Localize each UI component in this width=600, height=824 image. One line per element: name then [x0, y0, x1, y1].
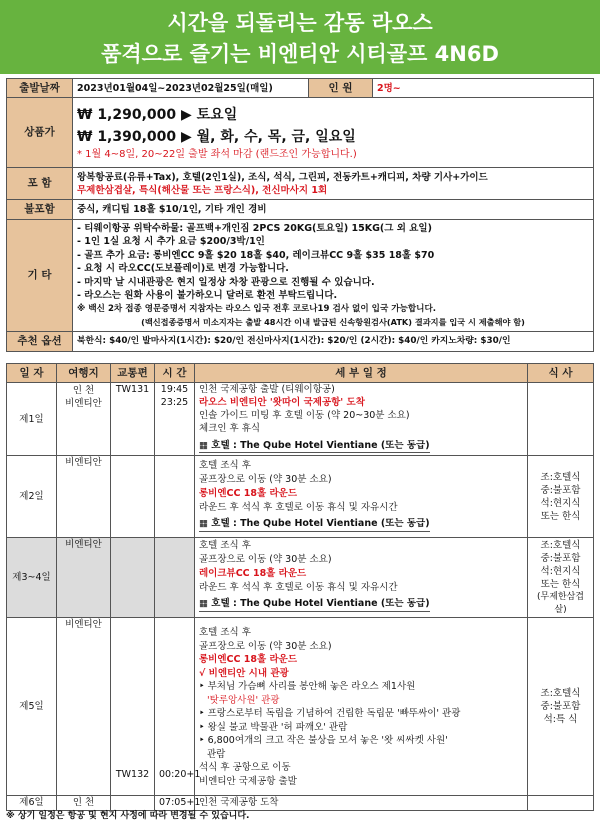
- include-line2: 무제한삼겹살, 특식(해산물 또는 프랑스식), 전신마사지 1회: [77, 184, 328, 196]
- detail-line: 골프장으로 이동 (약 30분 소요): [199, 640, 332, 652]
- detail-line: 골프장으로 이동 (약 30분 소요): [199, 554, 332, 565]
- hotel-info: ▦ 호텔 : The Qube Hotel Vientiane (또는 동급): [199, 440, 430, 451]
- banner-title-line2: 품격으로 즐기는 비엔티안 시티골프 4N6D: [101, 42, 499, 66]
- transport: TW132: [111, 618, 155, 796]
- etc-line: - 티웨이항공 위탁수하물: 골프백+개인짐 2PCS 20KG(토요일) 15KG(그 외 요일): [77, 222, 432, 234]
- detail-line: 라운드 후 석식 후 호텔로 이동 휴식 및 자유시간: [199, 502, 398, 513]
- col-header-transport: 교통편: [111, 364, 155, 383]
- meal: 중:불포함: [540, 701, 581, 712]
- meal: 또는 한식: [540, 510, 581, 522]
- info-table: [6, 78, 594, 352]
- option-label: 추천 옵션: [7, 332, 73, 352]
- time: 00:20+1: [155, 618, 195, 796]
- table-row: [7, 383, 594, 456]
- table-row: [7, 538, 594, 618]
- etc-label: 기 타: [7, 220, 73, 332]
- detail-line: 레이크뷰CC 18홀 라운드: [199, 568, 307, 579]
- day-label: 제6일: [7, 796, 57, 811]
- detail-line: 인천 국제공항 출발 (티웨이항공): [199, 384, 335, 395]
- detail-line: 호텔 조식 후: [199, 460, 251, 471]
- etc-line: - 1인 1실 요청 시 추가 요금 $200/3박/1인: [77, 236, 265, 247]
- place: 인 천: [57, 796, 111, 811]
- place: 비엔티안: [57, 538, 111, 618]
- detail-line: 호텔 조식 후: [199, 627, 251, 638]
- depart-value: 2023년01월04일~2023년02월25일(매일): [73, 79, 309, 98]
- pax-value: 2명~: [373, 79, 594, 98]
- meal: 중:불포함: [540, 552, 581, 564]
- col-header-time: 시 간: [155, 364, 195, 383]
- detail-line: '탓루앙사원' 관광: [207, 694, 280, 706]
- time: 23:25: [160, 397, 189, 408]
- pax-label: 인 원: [309, 79, 373, 98]
- detail-line: 롱비엔CC 18홀 라운드: [199, 488, 298, 499]
- etc-line: (백신접종증명서 미소지자는 출발 48시간 이내 발급된 신속항원검사(ATK) 결과지를 입국 시 제출해야 함): [141, 317, 525, 327]
- detail-line: ‣ 왕실 불교 박물관 '허 파깨오' 관람: [199, 721, 348, 733]
- col-header-details: 세 부 일 정: [195, 364, 528, 383]
- hotel-info: ▦ 호텔 : The Qube Hotel Vientiane (또는 동급): [199, 517, 430, 532]
- detail-line: 롱비엔CC 18홀 라운드: [199, 654, 298, 665]
- table-row: [7, 456, 594, 538]
- day-label: 제5일: [7, 618, 57, 796]
- place: 비엔티안: [57, 456, 111, 538]
- day-label: 제1일: [7, 383, 57, 456]
- detail-line: 인천 국제공항 도착: [195, 796, 528, 811]
- option-value: 북한식: $40/인 발마사지(1시간): $20/인 전신마사지(1시간): $20/인 (2시간): $40/인 카지노차량: $30/인: [73, 332, 594, 352]
- hotel-icon: ▦: [199, 598, 212, 609]
- col-header-day: 일 자: [7, 364, 57, 383]
- meal: 조:호텔식: [540, 471, 581, 483]
- exclude-label: 불포함: [7, 200, 73, 220]
- detail-line: ‣ 부처님 가슴뼈 사리를 봉안해 놓은 라오스 제1사원: [199, 681, 416, 692]
- transport: TW131: [111, 383, 155, 456]
- detail-line: 체크인 후 휴식: [199, 423, 261, 434]
- detail-line: 호텔 조식 후: [199, 540, 251, 551]
- banner-title-line1: 시간을 되돌리는 감동 라오스: [167, 11, 433, 35]
- table-row: [7, 618, 594, 796]
- etc-line: - 요청 시 라오CC(도보플레이)로 변경 가능합니다.: [77, 263, 289, 274]
- place: 비엔티안: [65, 398, 102, 409]
- price-label: 상품가: [7, 98, 73, 168]
- time: 19:45: [160, 384, 189, 395]
- title-banner: [0, 0, 600, 74]
- detail-line: 라운드 후 석식 후 호텔로 이동 휴식 및 자유시간: [199, 582, 398, 593]
- footer-note: ※ 상기 일정은 항공 및 현지 사정에 따라 변경될 수 있습니다.: [6, 811, 250, 821]
- hotel-icon: ▦: [199, 440, 212, 451]
- place: 인 천: [72, 385, 95, 396]
- include-line1: 왕복항공료(유류+Tax), 호텔(2인1실), 조식, 석식, 그린피, 전동카트+캐디피, 차량 기사+가이드: [77, 171, 488, 183]
- etc-line: - 골프 추가 요금: 롱비엔CC 9홀 $20 18홀 $40, 레이크뷰CC 9홀 $35 18홀 $70: [77, 249, 435, 261]
- schedule-table: [6, 363, 594, 811]
- meal: 석:현지식: [540, 565, 581, 577]
- meal: 조:호텔식: [540, 539, 581, 551]
- etc-line: ※ 백신 2차 접종 영문증명서 지참자는 라오스 입국 전후 코로나19 검사 없이 입국 가능합니다.: [77, 303, 437, 314]
- detail-line: 석식 후 공항으로 이동: [199, 762, 291, 773]
- detail-line: √ 비엔티안 시내 관광: [199, 667, 289, 679]
- meal: 석:특 식: [543, 714, 578, 725]
- depart-label: 출발날짜: [7, 79, 73, 98]
- etc-line: - 마지막 날 시내관광은 현지 일정상 차창 관광으로 진행될 수 있습니다.: [77, 276, 375, 288]
- meal: 조:호텔식: [540, 688, 581, 699]
- col-header-place: 여행지: [57, 364, 111, 383]
- time: 07:05+1: [155, 796, 195, 811]
- detail-line: ‣ 6,800여개의 크고 작은 불상을 모셔 놓은 '왓 씨싸켓 사원': [199, 735, 448, 746]
- meal: 중:불포함: [540, 484, 581, 496]
- price-note: * 1월 4~8일, 20~22일 출발 좌석 마감 (랜드조인 가능합니다.): [77, 149, 357, 160]
- meal: (무제한삼겹살): [537, 591, 584, 615]
- detail-line: ‣ 프랑스로부터 독립을 기념하여 건립한 독립문 '빠뚜싸이' 관광: [199, 708, 461, 719]
- detail-line: 비엔티안 국제공항 출발: [199, 775, 297, 787]
- price-weekday: ₩ 1,390,000 ▶ 월, 화, 수, 목, 금, 일요일: [77, 129, 356, 145]
- meal: 석:현지식: [540, 497, 581, 509]
- meal: 또는 한식: [540, 578, 581, 590]
- col-header-meals: 식 사: [528, 364, 594, 383]
- price-saturday: ₩ 1,290,000 ▶ 토요일: [77, 107, 238, 123]
- exclude-value: 중식, 캐디팁 18홀 $10/1인, 기타 개인 경비: [73, 200, 594, 220]
- place: 비엔티안: [57, 618, 111, 796]
- etc-line: - 라오스는 원화 사용이 불가하오니 달러로 환전 부탁드립니다.: [77, 290, 338, 301]
- hotel-info: ▦ 호텔 : The Qube Hotel Vientiane (또는 동급): [199, 597, 430, 612]
- detail-line: 인솔 가이드 미팅 후 호텔 이동 (약 20~30분 소요): [199, 410, 410, 421]
- day-label: 제3~4일: [7, 538, 57, 618]
- detail-line: 골프장으로 이동 (약 30분 소요): [199, 474, 332, 485]
- hotel-icon: ▦: [199, 518, 212, 529]
- detail-line: 관람: [207, 748, 226, 760]
- include-label: 포 함: [7, 168, 73, 200]
- day-label: 제2일: [7, 456, 57, 538]
- detail-line: 라오스 비엔티안 '왓따이 국제공항' 도착: [199, 397, 365, 408]
